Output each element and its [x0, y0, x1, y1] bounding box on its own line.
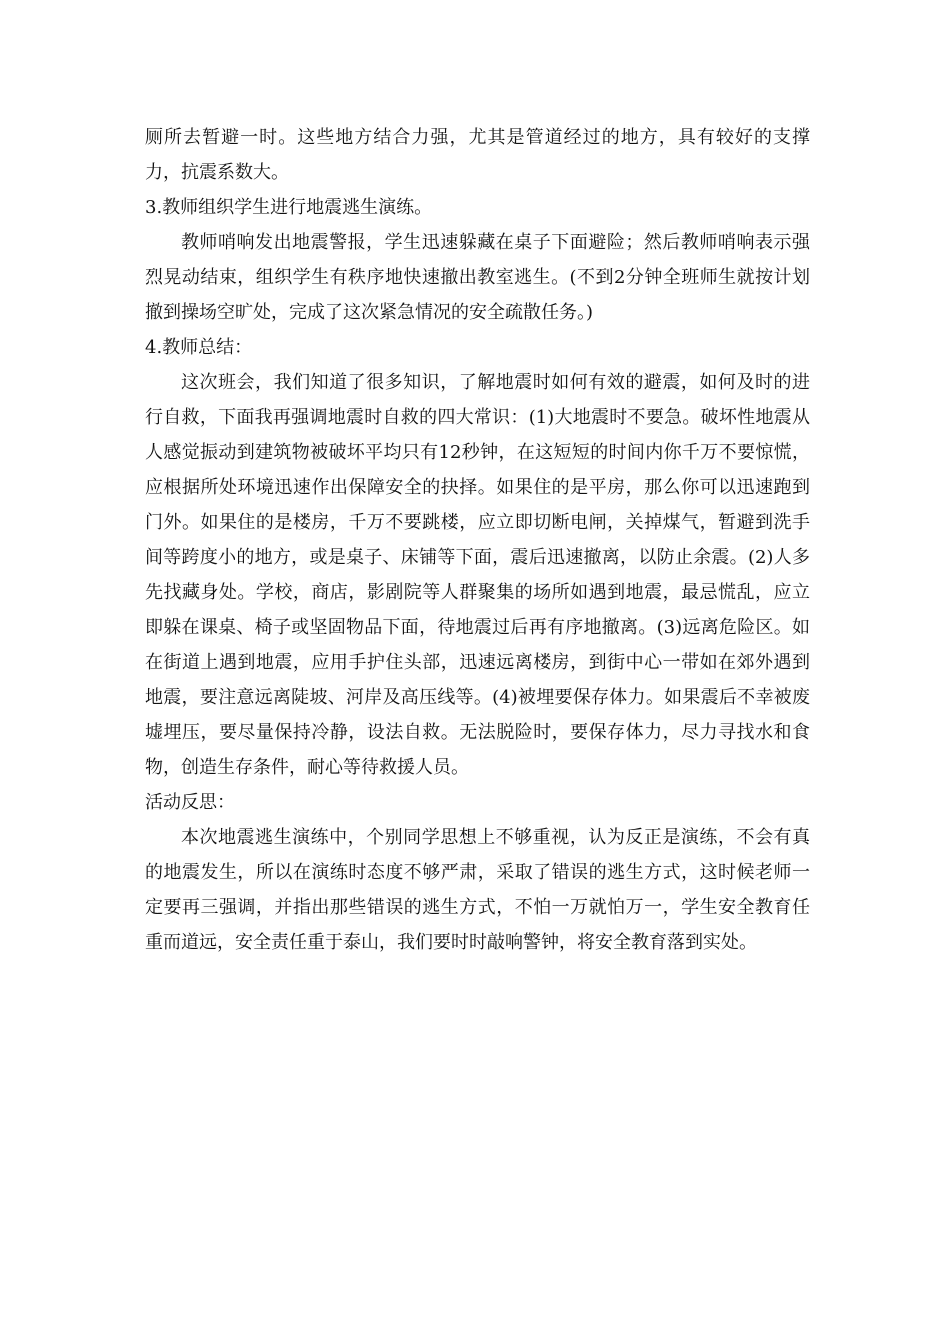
section-4-paragraph: 这次班会，我们知道了很多知识，了解地震时如何有效的避震，如何及时的进行自救，下面我再强调地震时自救的四大常识：(1)大地震时不要急。破坏性地震从人感觉振动到建筑物被破坏平均只有12秒钟，在这短短的时间内你千万不要惊慌，应根据所处环境迅速作出保障安全的抉择。如果住的是平房，那么你可以迅速跑到门外。如果住的是楼房，千万不要跳楼，应立即切断电闸，关掉煤气，暂避到洗手间等跨度小的地方，或是桌子、床铺等下面，震后迅速撤离，以防止余震。(2)人多先找藏身处。学校，商店，影剧院等人群聚集的场所如遇到地震，最忌慌乱，应立即躲在课桌、椅子或坚固物品下面，待地震过后再有序地撤离。(3)远离危险区。如在街道上遇到地震，应用手护住头部，迅速远离楼房，到街中心一带如在郊外遇到地震，要注意远离陡坡、河岸及高压线等。(4)被埋要保存体力。如果震后不幸被废墟埋压，要尽量保持冷静，设法自救。无法脱险时，要保存体力，尽力寻找水和食物，创造生存条件，耐心等待救援人员。 [145, 372, 810, 778]
reflection-paragraph: 本次地震逃生演练中，个别同学思想上不够重视，认为反正是演练，不会有真的地震发生，所以在演练时态度不够严肃，采取了错误的逃生方式，这时候老师一定要再三强调，并指出那些错误的逃生方式，不怕一万就怕万一，学生安全教育任重而道远，安全责任重于泰山，我们要时时敲响警钟，将安全教育落到实处。 [145, 827, 810, 953]
continuation-paragraph: 厕所去暂避一时。这些地方结合力强，尤其是管道经过的地方，具有较好的支撑力，抗震系数大。 [145, 127, 810, 183]
document-page [145, 120, 810, 960]
reflection-heading: 活动反思： [145, 792, 235, 813]
section-4-heading: 4.教师总结： [145, 337, 253, 358]
section-3-heading: 3.教师组织学生进行地震逃生演练。 [145, 197, 433, 218]
section-3-paragraph: 教师哨响发出地震警报，学生迅速躲藏在桌子下面避险；然后教师哨响表示强烈晃动结束，组织学生有秩序地快速撤出教室逃生。(不到2分钟全班师生就按计划撤到操场空旷处，完成了这次紧急情况的安全疏散任务。) [145, 232, 810, 323]
